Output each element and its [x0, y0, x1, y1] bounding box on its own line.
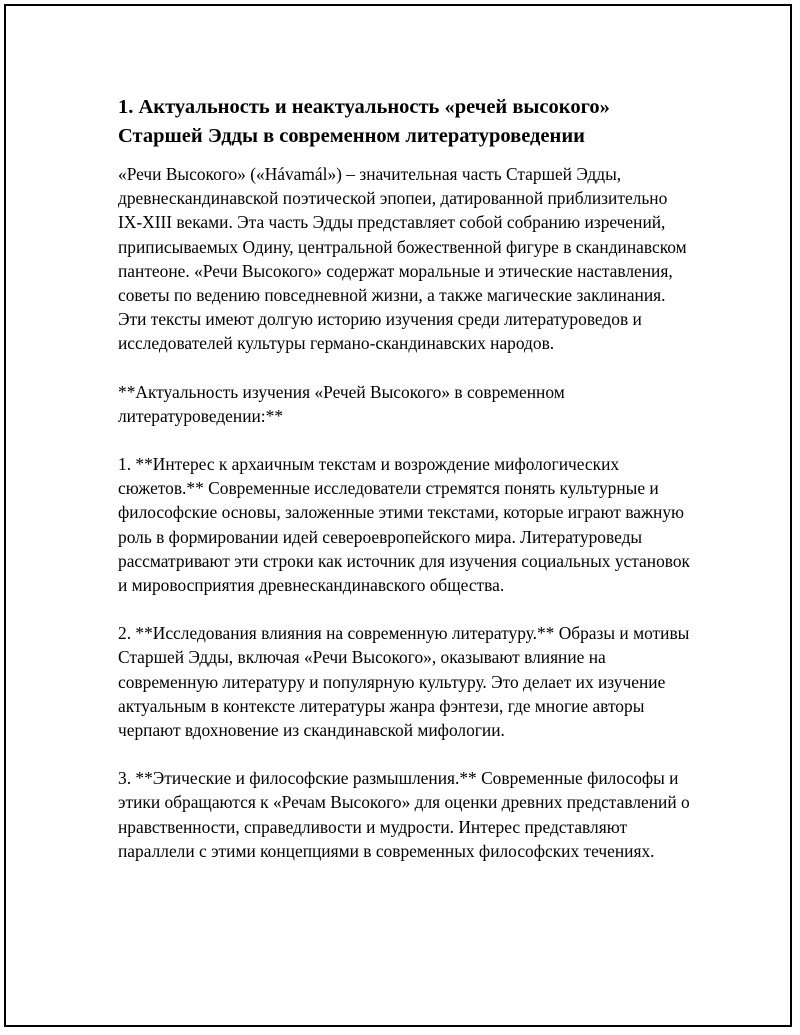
section-heading: 1. Актуальность и неактуальность «речей высокого» Старшей Эдды в современном литературоведении	[118, 96, 610, 147]
document-body	[118, 93, 693, 887]
subsection-title: **Актуальность изучения «Речей Высокого» в современном литературоведении:**	[118, 381, 565, 426]
list-item-influence: 2. **Исследования влияния на современную литературу.** Образы и мотивы Старшей Эдды, включая «Речи Высокого», оказывают влияние на современную литературу и популярную культуру. Это делает их изучение актуальным в контексте литературы жанра фэнтези, где многие авторы черпают вдохновение из скандинавской мифологии.	[118, 623, 690, 741]
list-item-ethics: 3. **Этические и философские размышления.** Современные философы и этики обращаются к «Речам Высокого» для оценки древних представлений о нравственности, справедливости и мудрости. Интерес представляют параллели с этими концепциями в современных философских течениях.	[118, 768, 690, 861]
intro-paragraph: «Речи Высокого» («Hávamál») – значительная часть Старшей Эдды, древнескандинавской поэтической эпопеи, датированной приблизительно IX-XIII веками. Эта часть Эдды представляет собой собранию изречений, приписываемых Одину, центральной божественной фигуре в скандинавском пантеоне. «Речи Высокого» содержат моральные и этические наставления, советы по ведению повседневной жизни, а также магические заклинания. Эти тексты имеют долгую историю изучения среди литературоведов и исследователей культуры германо-скандинавских народов.	[118, 164, 687, 354]
list-item-interest: 1. **Интерес к архаичным текстам и возрождение мифологических сюжетов.** Современные исследователи стремятся понять культурные и философские основы, заложенные этими текстами, которые играют важную роль в формировании идей североевропейского мира. Литературоведы рассматривают эти строки как источник для изучения социальных установок и мировосприятия древнескандинавского общества.	[118, 454, 691, 596]
